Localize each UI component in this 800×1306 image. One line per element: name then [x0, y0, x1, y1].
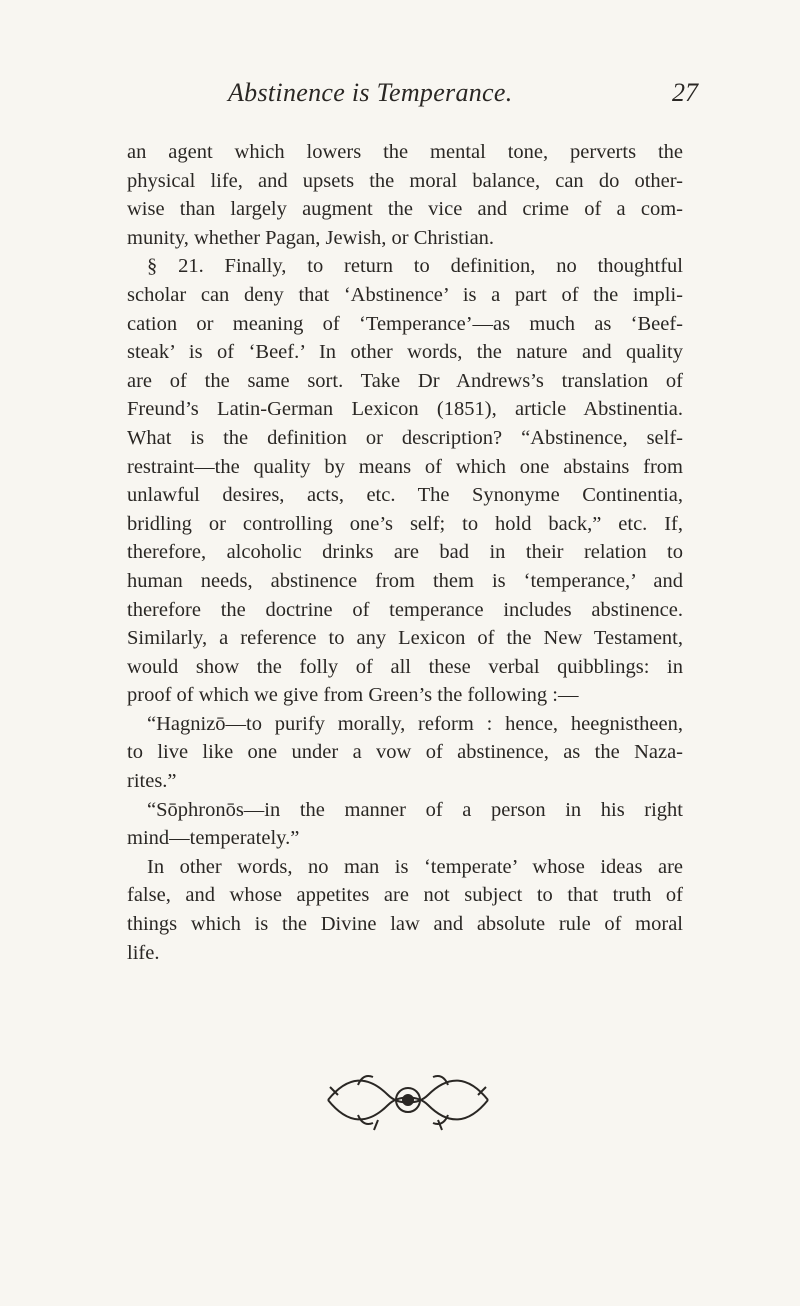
text-line: life. [127, 941, 160, 964]
floral-tailpiece-icon [318, 1065, 498, 1135]
text-line: scholar can deny that ‘Abstinence’ is a part of the impli- [127, 283, 683, 306]
running-head: Abstinence is Temperance. [228, 78, 513, 107]
body-text [127, 138, 683, 967]
page-number: 27 [672, 78, 698, 107]
text-line: false, and whose appetites are not subject to that truth of [127, 884, 683, 907]
text-line: “Hagnizō—to purify morally, reform : hence, heegnistheen, [147, 712, 683, 735]
text-line: steak’ is of ‘Beef.’ In other words, the nature and quality [127, 341, 683, 364]
text-line: things which is the Divine law and absolute rule of moral [127, 913, 683, 936]
text-line: bridling or controlling one’s self; to hold back,” etc. If, [127, 512, 683, 535]
text-line: would show the folly of all these verbal quibblings: in [127, 655, 683, 678]
text-line: Freund’s Latin-German Lexicon (1851), article Abstinentia. [127, 398, 683, 421]
text-line: are of the same sort. Take Dr Andrews’s translation of [127, 369, 683, 392]
text-line: to live like one under a vow of abstinence, as the Naza- [127, 741, 683, 764]
text-line: therefore, alcoholic drinks are bad in their relation to [127, 541, 683, 564]
text-line: human needs, abstinence from them is ‘temperance,’ and [127, 569, 683, 592]
text-line: an agent which lowers the mental tone, perverts the [127, 141, 683, 163]
text-line: proof of which we give from Green’s the following :— [127, 684, 579, 707]
text-line: In other words, no man is ‘temperate’ whose ideas are [147, 855, 683, 878]
text-line: What is the definition or description? “Abstinence, self- [127, 426, 683, 449]
text-line: physical life, and upsets the moral balance, can do other- [127, 169, 683, 192]
text-line: munity, whether Pagan, Jewish, or Christian. [127, 226, 495, 249]
text-line: restraint—the quality by means of which one abstains from [127, 455, 683, 478]
text-line: mind—temperately.” [127, 827, 300, 850]
text-line: Similarly, a reference to any Lexicon of the New Testament, [127, 627, 683, 650]
page-header [0, 78, 800, 118]
text-line: unlawful desires, acts, etc. The Synonyme Continentia, [127, 484, 683, 507]
text-line: wise than largely augment the vice and crime of a com- [127, 198, 683, 221]
text-line: § 21. Finally, to return to definition, no thoughtful [147, 255, 683, 278]
text-line: “Sōphronōs—in the manner of a person in his right [147, 798, 683, 821]
text-line: cation or meaning of ‘Temperance’—as much as ‘Beef- [127, 312, 683, 335]
text-line: rites.” [127, 770, 177, 793]
text-line: therefore the doctrine of temperance includes abstinence. [127, 598, 683, 621]
